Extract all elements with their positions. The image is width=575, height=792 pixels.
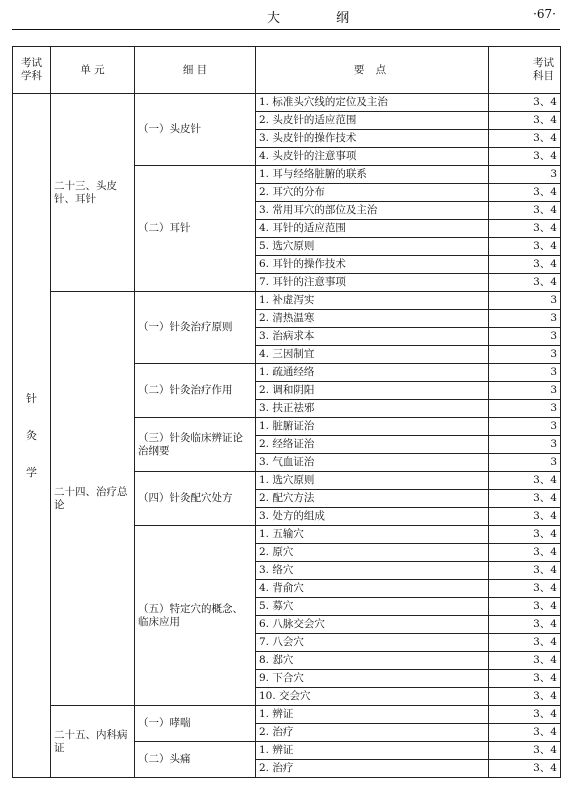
key-point: 4. 背俞穴 <box>256 580 489 598</box>
detail-cell: （二）针灸治疗作用 <box>135 364 256 418</box>
key-point: 5. 募穴 <box>256 598 489 616</box>
key-point: 3. 常用耳穴的部位及主治 <box>256 202 489 220</box>
key-point: 2. 原穴 <box>256 544 489 562</box>
exam-level: 3、4 <box>489 562 561 580</box>
exam-level: 3、4 <box>489 760 561 778</box>
exam-level: 3、4 <box>489 184 561 202</box>
key-point: 4. 耳针的适应范围 <box>256 220 489 238</box>
key-point: 3. 治病求本 <box>256 328 489 346</box>
page-header <box>12 0 560 30</box>
exam-level: 3 <box>489 418 561 436</box>
exam-level: 3 <box>489 292 561 310</box>
key-point: 3. 气血证治 <box>256 454 489 472</box>
col-header-subject: 考试 学科 <box>13 47 51 94</box>
exam-level: 3、4 <box>489 238 561 256</box>
exam-level: 3、4 <box>489 706 561 724</box>
unit-cell: 二十五、内科病证 <box>51 706 135 778</box>
key-point: 2. 治疗 <box>256 760 489 778</box>
exam-level: 3 <box>489 346 561 364</box>
subject-char: 学 <box>26 466 37 479</box>
header-title: 大 纲 <box>267 11 376 26</box>
detail-cell: （二）头痛 <box>135 742 256 778</box>
key-point: 1. 补虚泻实 <box>256 292 489 310</box>
table-row <box>13 94 561 112</box>
key-point: 3. 扶正祛邪 <box>256 400 489 418</box>
col-header-level: 考试 科目 <box>489 47 561 94</box>
exam-level: 3 <box>489 166 561 184</box>
key-point: 3. 处方的组成 <box>256 508 489 526</box>
key-point: 4. 头皮针的注意事项 <box>256 148 489 166</box>
key-point: 1. 选穴原则 <box>256 472 489 490</box>
unit-cell: 二十四、治疗总论 <box>51 292 135 706</box>
exam-level: 3、4 <box>489 130 561 148</box>
key-point: 2. 配穴方法 <box>256 490 489 508</box>
col-header-points: 要 点 <box>256 47 489 94</box>
exam-level: 3、4 <box>489 544 561 562</box>
exam-level: 3、4 <box>489 742 561 760</box>
detail-cell: （一）哮喘 <box>135 706 256 742</box>
exam-level: 3 <box>489 310 561 328</box>
exam-level: 3、4 <box>489 112 561 130</box>
detail-cell: （五）特定穴的概念、临床应用 <box>135 526 256 706</box>
syllabus-table <box>12 46 561 778</box>
exam-level: 3、4 <box>489 490 561 508</box>
key-point: 3. 头皮针的操作技术 <box>256 130 489 148</box>
exam-level: 3、4 <box>489 652 561 670</box>
key-point: 4. 三因制宜 <box>256 346 489 364</box>
key-point: 2. 清热温寒 <box>256 310 489 328</box>
table-row <box>13 706 561 724</box>
exam-level: 3、4 <box>489 616 561 634</box>
key-point: 2. 头皮针的适应范围 <box>256 112 489 130</box>
unit-cell: 二十三、头皮针、耳针 <box>51 94 135 292</box>
key-point: 1. 标准头穴线的定位及主治 <box>256 94 489 112</box>
key-point: 5. 选穴原则 <box>256 238 489 256</box>
key-point: 1. 辨证 <box>256 706 489 724</box>
key-point: 3. 络穴 <box>256 562 489 580</box>
subject-char: 灸 <box>26 429 37 442</box>
subject-cell <box>13 94 51 778</box>
key-point: 1. 脏腑证治 <box>256 418 489 436</box>
exam-level: 3、4 <box>489 472 561 490</box>
table-row <box>13 292 561 310</box>
exam-level: 3 <box>489 400 561 418</box>
exam-level: 3、4 <box>489 256 561 274</box>
key-point: 1. 五输穴 <box>256 526 489 544</box>
key-point: 2. 耳穴的分布 <box>256 184 489 202</box>
exam-level: 3 <box>489 454 561 472</box>
exam-level: 3、4 <box>489 202 561 220</box>
col-header-unit: 单 元 <box>51 47 135 94</box>
exam-level: 3、4 <box>489 220 561 238</box>
page-number: ·67· <box>533 7 556 21</box>
key-point: 2. 调和阴阳 <box>256 382 489 400</box>
key-point: 6. 耳针的操作技术 <box>256 256 489 274</box>
exam-level: 3、4 <box>489 634 561 652</box>
exam-level: 3 <box>489 364 561 382</box>
table-header-row <box>13 47 561 94</box>
exam-level: 3、4 <box>489 526 561 544</box>
exam-level: 3、4 <box>489 508 561 526</box>
exam-level: 3 <box>489 328 561 346</box>
key-point: 8. 郄穴 <box>256 652 489 670</box>
key-point: 10. 交会穴 <box>256 688 489 706</box>
key-point: 6. 八脉交会穴 <box>256 616 489 634</box>
key-point: 2. 经络证治 <box>256 436 489 454</box>
exam-level: 3、4 <box>489 274 561 292</box>
exam-level: 3、4 <box>489 598 561 616</box>
key-point: 1. 耳与经络脏腑的联系 <box>256 166 489 184</box>
exam-level: 3、4 <box>489 580 561 598</box>
detail-cell: （三）针灸临床辨证论治纲要 <box>135 418 256 472</box>
key-point: 9. 下合穴 <box>256 670 489 688</box>
col-header-detail: 细 目 <box>135 47 256 94</box>
exam-level: 3、4 <box>489 724 561 742</box>
key-point: 1. 疏通经络 <box>256 364 489 382</box>
detail-cell: （一）针灸治疗原则 <box>135 292 256 364</box>
exam-level: 3、4 <box>489 670 561 688</box>
exam-level: 3 <box>489 436 561 454</box>
subject-char: 针 <box>26 392 37 405</box>
key-point: 1. 辨证 <box>256 742 489 760</box>
key-point: 2. 治疗 <box>256 724 489 742</box>
detail-cell: （四）针灸配穴处方 <box>135 472 256 526</box>
key-point: 7. 耳针的注意事项 <box>256 274 489 292</box>
key-point: 7. 八会穴 <box>256 634 489 652</box>
exam-level: 3、4 <box>489 94 561 112</box>
exam-level: 3 <box>489 382 561 400</box>
detail-cell: （二）耳针 <box>135 166 256 292</box>
table-body <box>13 94 561 778</box>
exam-level: 3、4 <box>489 688 561 706</box>
exam-level: 3、4 <box>489 148 561 166</box>
detail-cell: （一）头皮针 <box>135 94 256 166</box>
